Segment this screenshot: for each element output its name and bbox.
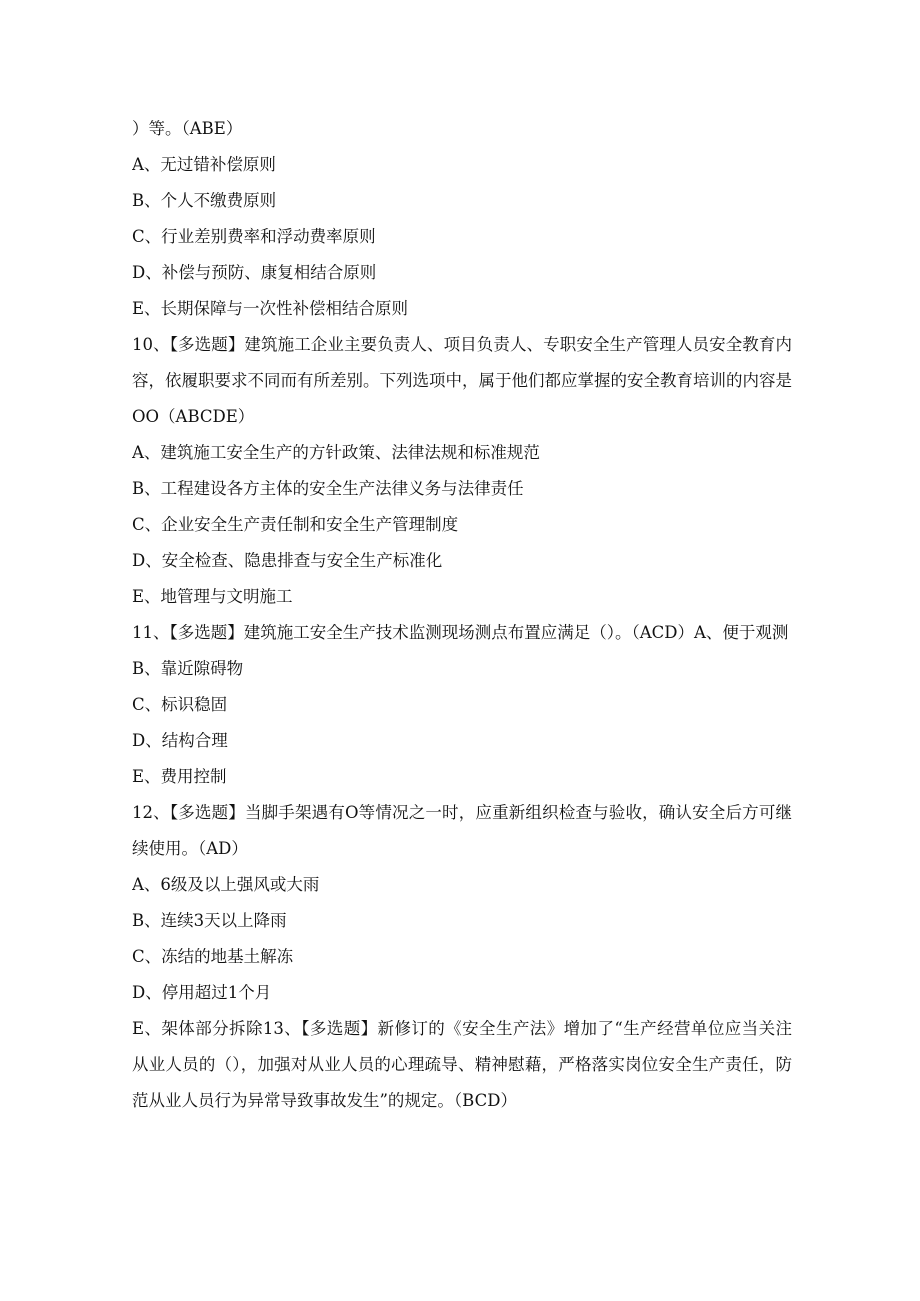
q11-option-d: D、结构合理 — [132, 731, 228, 750]
q10-question: 10、【多选题】建筑施工企业主要负责人、项目负责人、专职安全生产管理人员安全教育内容，依履职要求不同而有所差别。下列选项中，属于他们都应掌握的安全教育培训的内容是OO（ABCDE） — [132, 335, 792, 426]
q9-option-d: D、补偿与预防、康复相结合原则 — [132, 263, 377, 282]
q9-option-a: A、无过错补偿原则 — [132, 155, 276, 174]
q10-option-a: A、建筑施工安全生产的方针政策、法律法规和标准规范 — [132, 443, 540, 462]
q9-option-b: B、个人不缴费原则 — [132, 191, 277, 210]
q11-question: 11、【多选题】建筑施工安全生产技术监测现场测点布置应满足（）。（ACD）A、便于观测 — [132, 623, 789, 642]
q9-answer-line: ）等。（ABE） — [132, 119, 243, 138]
q12-option-d: D、停用超过1个月 — [132, 983, 272, 1002]
q13-question: E、架体部分拆除13、【多选题】新修订的《安全生产法》增加了“生产经营单位应当关注从业人员的（），加强对从业人员的心理疏导、精神慰藉，严格落实岗位安全生产责任，防范从业人员行为异常导致事故发生”的规定。（BCD） — [132, 1019, 792, 1110]
q12-question: 12、【多选题】当脚手架遇有O等情况之一时，应重新组织检查与验收，确认安全后方可继续使用。（AD） — [132, 803, 792, 858]
q12-option-a: A、6级及以上强风或大雨 — [132, 875, 320, 894]
q11-option-c: C、标识稳固 — [132, 695, 228, 714]
q12-option-c: C、冻结的地基土解冻 — [132, 947, 294, 966]
q10-option-d: D、安全检查、隐患排查与安全生产标准化 — [132, 551, 443, 570]
q11-option-b: B、靠近隙碍物 — [132, 659, 244, 678]
q10-option-e: E、地管理与文明施工 — [132, 587, 293, 606]
q9-option-c: C、行业差别费率和浮动费率原则 — [132, 227, 376, 246]
q9-option-e: E、长期保障与一次性补偿相结合原则 — [132, 299, 409, 318]
q10-option-c: C、企业安全生产责任制和安全生产管理制度 — [132, 515, 459, 534]
q10-option-b: B、工程建设各方主体的安全生产法律义务与法律责任 — [132, 479, 524, 498]
document-body — [132, 111, 792, 1119]
q12-option-b: B、连续3天以上降雨 — [132, 911, 287, 930]
q11-option-e: E、费用控制 — [132, 767, 227, 786]
